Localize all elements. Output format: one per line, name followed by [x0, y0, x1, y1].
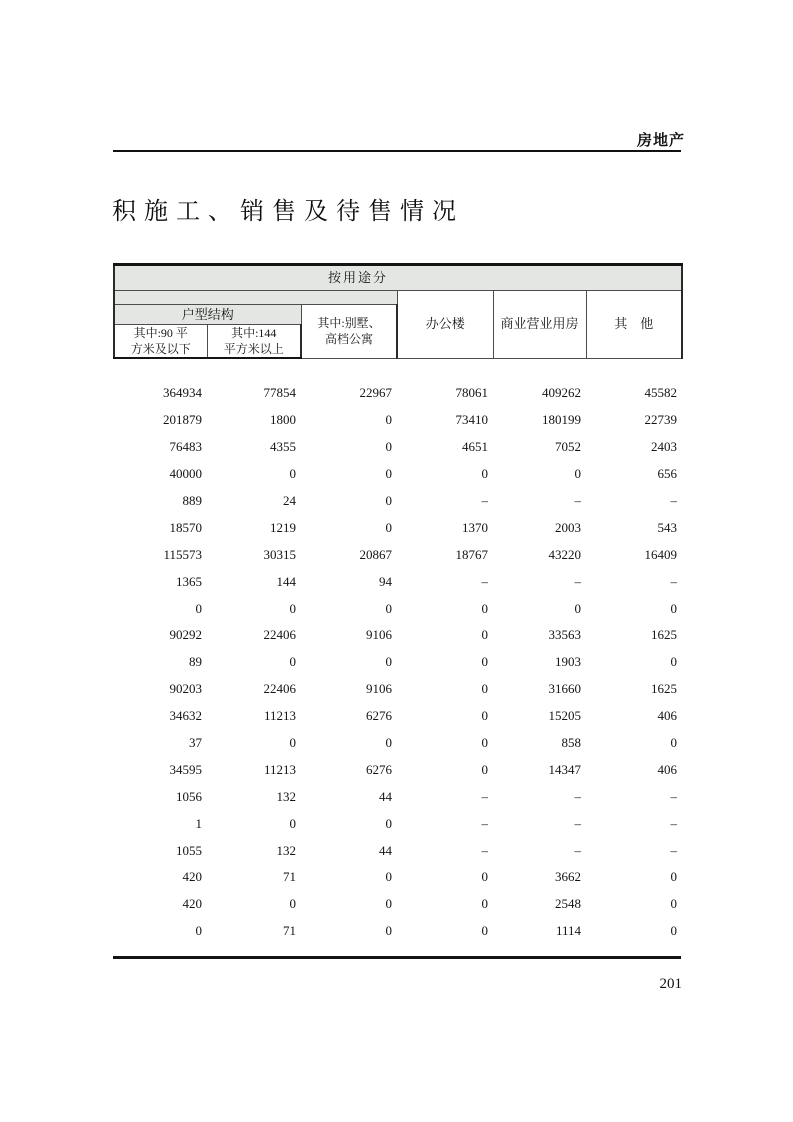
table-row — [113, 461, 681, 488]
table-cell: 0 — [385, 600, 392, 616]
table-cell: 0 — [481, 896, 488, 912]
table-cell: 2003 — [555, 519, 581, 535]
table-cell: 11213 — [263, 761, 296, 777]
table-cell: 6276 — [366, 708, 392, 724]
table-row — [113, 595, 681, 622]
table-cell: – — [481, 573, 488, 589]
table-cell: 1055 — [176, 842, 202, 858]
table-cell: 0 — [385, 815, 392, 831]
table-cell: 0 — [385, 466, 392, 482]
table-cell: 94 — [379, 573, 392, 589]
header-unit-structure: 户型结构 — [114, 305, 301, 325]
table-cell: – — [481, 815, 488, 831]
table-cell: 201879 — [163, 412, 202, 428]
table-cell: 76483 — [169, 439, 202, 455]
table-cell: 6276 — [366, 761, 392, 777]
table-cell: 132 — [276, 842, 296, 858]
table-cell: 1365 — [176, 573, 202, 589]
table-cell: 0 — [289, 654, 296, 670]
table-cell: 4355 — [270, 439, 296, 455]
table-cell: 0 — [481, 923, 488, 939]
table-cell: 0 — [481, 869, 488, 885]
table-cell: – — [481, 788, 488, 804]
table-cell: 30315 — [263, 546, 296, 562]
table-cell: – — [574, 493, 581, 508]
table-cell: – — [574, 573, 581, 589]
table-cell: 0 — [195, 923, 202, 939]
header-rule — [113, 150, 681, 152]
table-cell: 31660 — [548, 681, 581, 697]
running-head: 房地产 — [636, 133, 685, 149]
table-cell: 73410 — [455, 412, 488, 428]
table-cell: 0 — [385, 735, 392, 751]
table-cell: 1056 — [176, 788, 202, 804]
table-cell: 77854 — [263, 385, 296, 401]
table-cell: 4651 — [462, 439, 488, 455]
table-cell: 1800 — [270, 412, 296, 428]
table-cell: – — [574, 815, 581, 831]
table-cell: 0 — [289, 815, 296, 831]
table-cell: 0 — [289, 735, 296, 751]
table-cell: 0 — [289, 896, 296, 912]
table-cell: 0 — [385, 519, 392, 535]
table-row — [113, 837, 681, 864]
table-cell: 9106 — [366, 681, 392, 697]
table-cell: 0 — [670, 896, 677, 912]
table-cell: 0 — [670, 923, 677, 939]
table-cell: 0 — [289, 600, 296, 616]
header-over-144-line1: 其中:144 — [231, 326, 277, 340]
table-cell: 0 — [574, 466, 581, 482]
table-cell: 420 — [182, 869, 202, 885]
table-cell: 0 — [481, 600, 488, 616]
table-cell: 0 — [385, 439, 392, 455]
table-cell: 858 — [561, 735, 581, 751]
table-cell: 78061 — [455, 385, 488, 401]
table-cell: 420 — [182, 896, 202, 912]
header-other: 其 他 — [586, 291, 682, 359]
table-cell: 0 — [481, 708, 488, 724]
table-cell: 889 — [182, 493, 202, 508]
table-cell: 18570 — [169, 519, 202, 535]
table-cell: 0 — [670, 654, 677, 670]
table-cell: 0 — [385, 493, 392, 508]
table-cell: 0 — [385, 923, 392, 939]
table-row — [113, 488, 681, 515]
table-row — [113, 649, 681, 676]
table-row — [113, 514, 681, 541]
table-cell: – — [670, 493, 677, 508]
table-cell: 22967 — [359, 385, 392, 401]
table-cell: 0 — [385, 896, 392, 912]
table-cell: 2403 — [651, 439, 677, 455]
table-cell: 44 — [379, 842, 392, 858]
header-by-use: 按用途分 — [114, 265, 682, 291]
table-cell: 0 — [481, 466, 488, 482]
table-cell: 144 — [276, 573, 296, 589]
table-cell: 0 — [289, 466, 296, 482]
table-cell: 90203 — [169, 681, 202, 697]
table-row — [113, 380, 681, 407]
table-cell: 71 — [283, 869, 296, 885]
table-cell: 132 — [276, 788, 296, 804]
table-row — [113, 891, 681, 918]
table-cell: 2548 — [555, 896, 581, 912]
header-under-90 — [114, 325, 207, 359]
table-cell: 3662 — [555, 869, 581, 885]
table-cell: 1625 — [651, 681, 677, 697]
table-cell: 20867 — [359, 546, 392, 562]
table-cell: 0 — [481, 761, 488, 777]
table-cell: 0 — [481, 627, 488, 643]
table-row — [113, 918, 681, 945]
table-row — [113, 676, 681, 703]
table-cell: 16409 — [644, 546, 677, 562]
table-cell: – — [670, 573, 677, 589]
table-cell: 37 — [189, 735, 202, 751]
table-cell: 1903 — [555, 654, 581, 670]
page-title: 积施工、销售及待售情况 — [112, 199, 464, 225]
table-row — [113, 541, 681, 568]
table-cell: 406 — [657, 761, 677, 777]
table-cell: 44 — [379, 788, 392, 804]
header-villa-line2: 高档公寓 — [324, 332, 373, 347]
table-cell: 89 — [189, 654, 202, 670]
header-band-spacer — [114, 291, 397, 305]
table-cell: 22739 — [644, 412, 677, 428]
table-cell: 34632 — [169, 708, 202, 724]
table-row — [113, 730, 681, 757]
table-cell: 180199 — [542, 412, 581, 428]
table-cell: 40000 — [169, 466, 202, 482]
header-villa — [301, 305, 397, 359]
header-under-90-line2: 方米及以下 — [130, 342, 191, 356]
table-cell: 71 — [283, 923, 296, 939]
table-cell: 24 — [283, 493, 296, 508]
header-commercial: 商业营业用房 — [493, 291, 586, 359]
table-cell: – — [670, 788, 677, 804]
table-cell: 90292 — [169, 627, 202, 643]
table-cell: 0 — [481, 681, 488, 697]
table-cell: 0 — [670, 735, 677, 751]
page-number: 201 — [659, 976, 682, 992]
table-cell: 34595 — [169, 761, 202, 777]
table-cell: – — [574, 788, 581, 804]
table-row — [113, 703, 681, 730]
table-cell: 1114 — [555, 923, 581, 939]
table-cell: 15205 — [548, 708, 581, 724]
table-row — [113, 407, 681, 434]
table-row — [113, 622, 681, 649]
table-cell: 18767 — [455, 546, 488, 562]
table-cell: 0 — [195, 600, 202, 616]
table-row — [113, 810, 681, 837]
table-cell: 0 — [385, 654, 392, 670]
table-cell: – — [670, 842, 677, 858]
table-cell: 0 — [481, 654, 488, 670]
header-over-144-line2: 平方米以上 — [223, 342, 284, 356]
table-cell: – — [481, 842, 488, 858]
table-cell: 0 — [670, 869, 677, 885]
header-villa-line1: 其中:别墅、 — [317, 316, 381, 331]
table-cell: – — [574, 842, 581, 858]
table-cell: 43220 — [548, 546, 581, 562]
table-cell: 1219 — [270, 519, 296, 535]
table-row — [113, 756, 681, 783]
table-cell: 656 — [657, 466, 677, 482]
table-cell: 115573 — [163, 546, 202, 562]
table-cell: 0 — [385, 869, 392, 885]
table-data-area — [113, 366, 681, 959]
table-cell: – — [481, 493, 488, 508]
table-cell: 11213 — [263, 708, 296, 724]
table-cell: 22406 — [263, 627, 296, 643]
table-cell: 0 — [574, 600, 581, 616]
table-cell: 409262 — [542, 385, 581, 401]
table-cell: 1 — [195, 815, 202, 831]
table-cell: 14347 — [548, 761, 581, 777]
table-row — [113, 783, 681, 810]
table-header — [113, 263, 683, 359]
table-cell: 0 — [385, 412, 392, 428]
table-cell: 45582 — [644, 385, 677, 401]
table-cell: 543 — [657, 519, 677, 535]
table-cell: – — [670, 815, 677, 831]
data-table — [113, 380, 681, 945]
table-row — [113, 568, 681, 595]
table-cell: 0 — [670, 600, 677, 616]
table-cell: 0 — [481, 735, 488, 751]
table-cell: 7052 — [555, 439, 581, 455]
table-row — [113, 434, 681, 461]
table-cell: 364934 — [163, 385, 202, 401]
table-cell: 1370 — [462, 519, 488, 535]
table-cell: 33563 — [548, 627, 581, 643]
header-office: 办公楼 — [397, 291, 493, 359]
table-cell: 1625 — [651, 627, 677, 643]
table-cell: 22406 — [263, 681, 296, 697]
table-cell: 9106 — [366, 627, 392, 643]
header-under-90-line1: 其中:90 平 — [133, 326, 188, 340]
header-over-144 — [207, 325, 301, 359]
table-cell: 406 — [657, 708, 677, 724]
table-row — [113, 864, 681, 891]
